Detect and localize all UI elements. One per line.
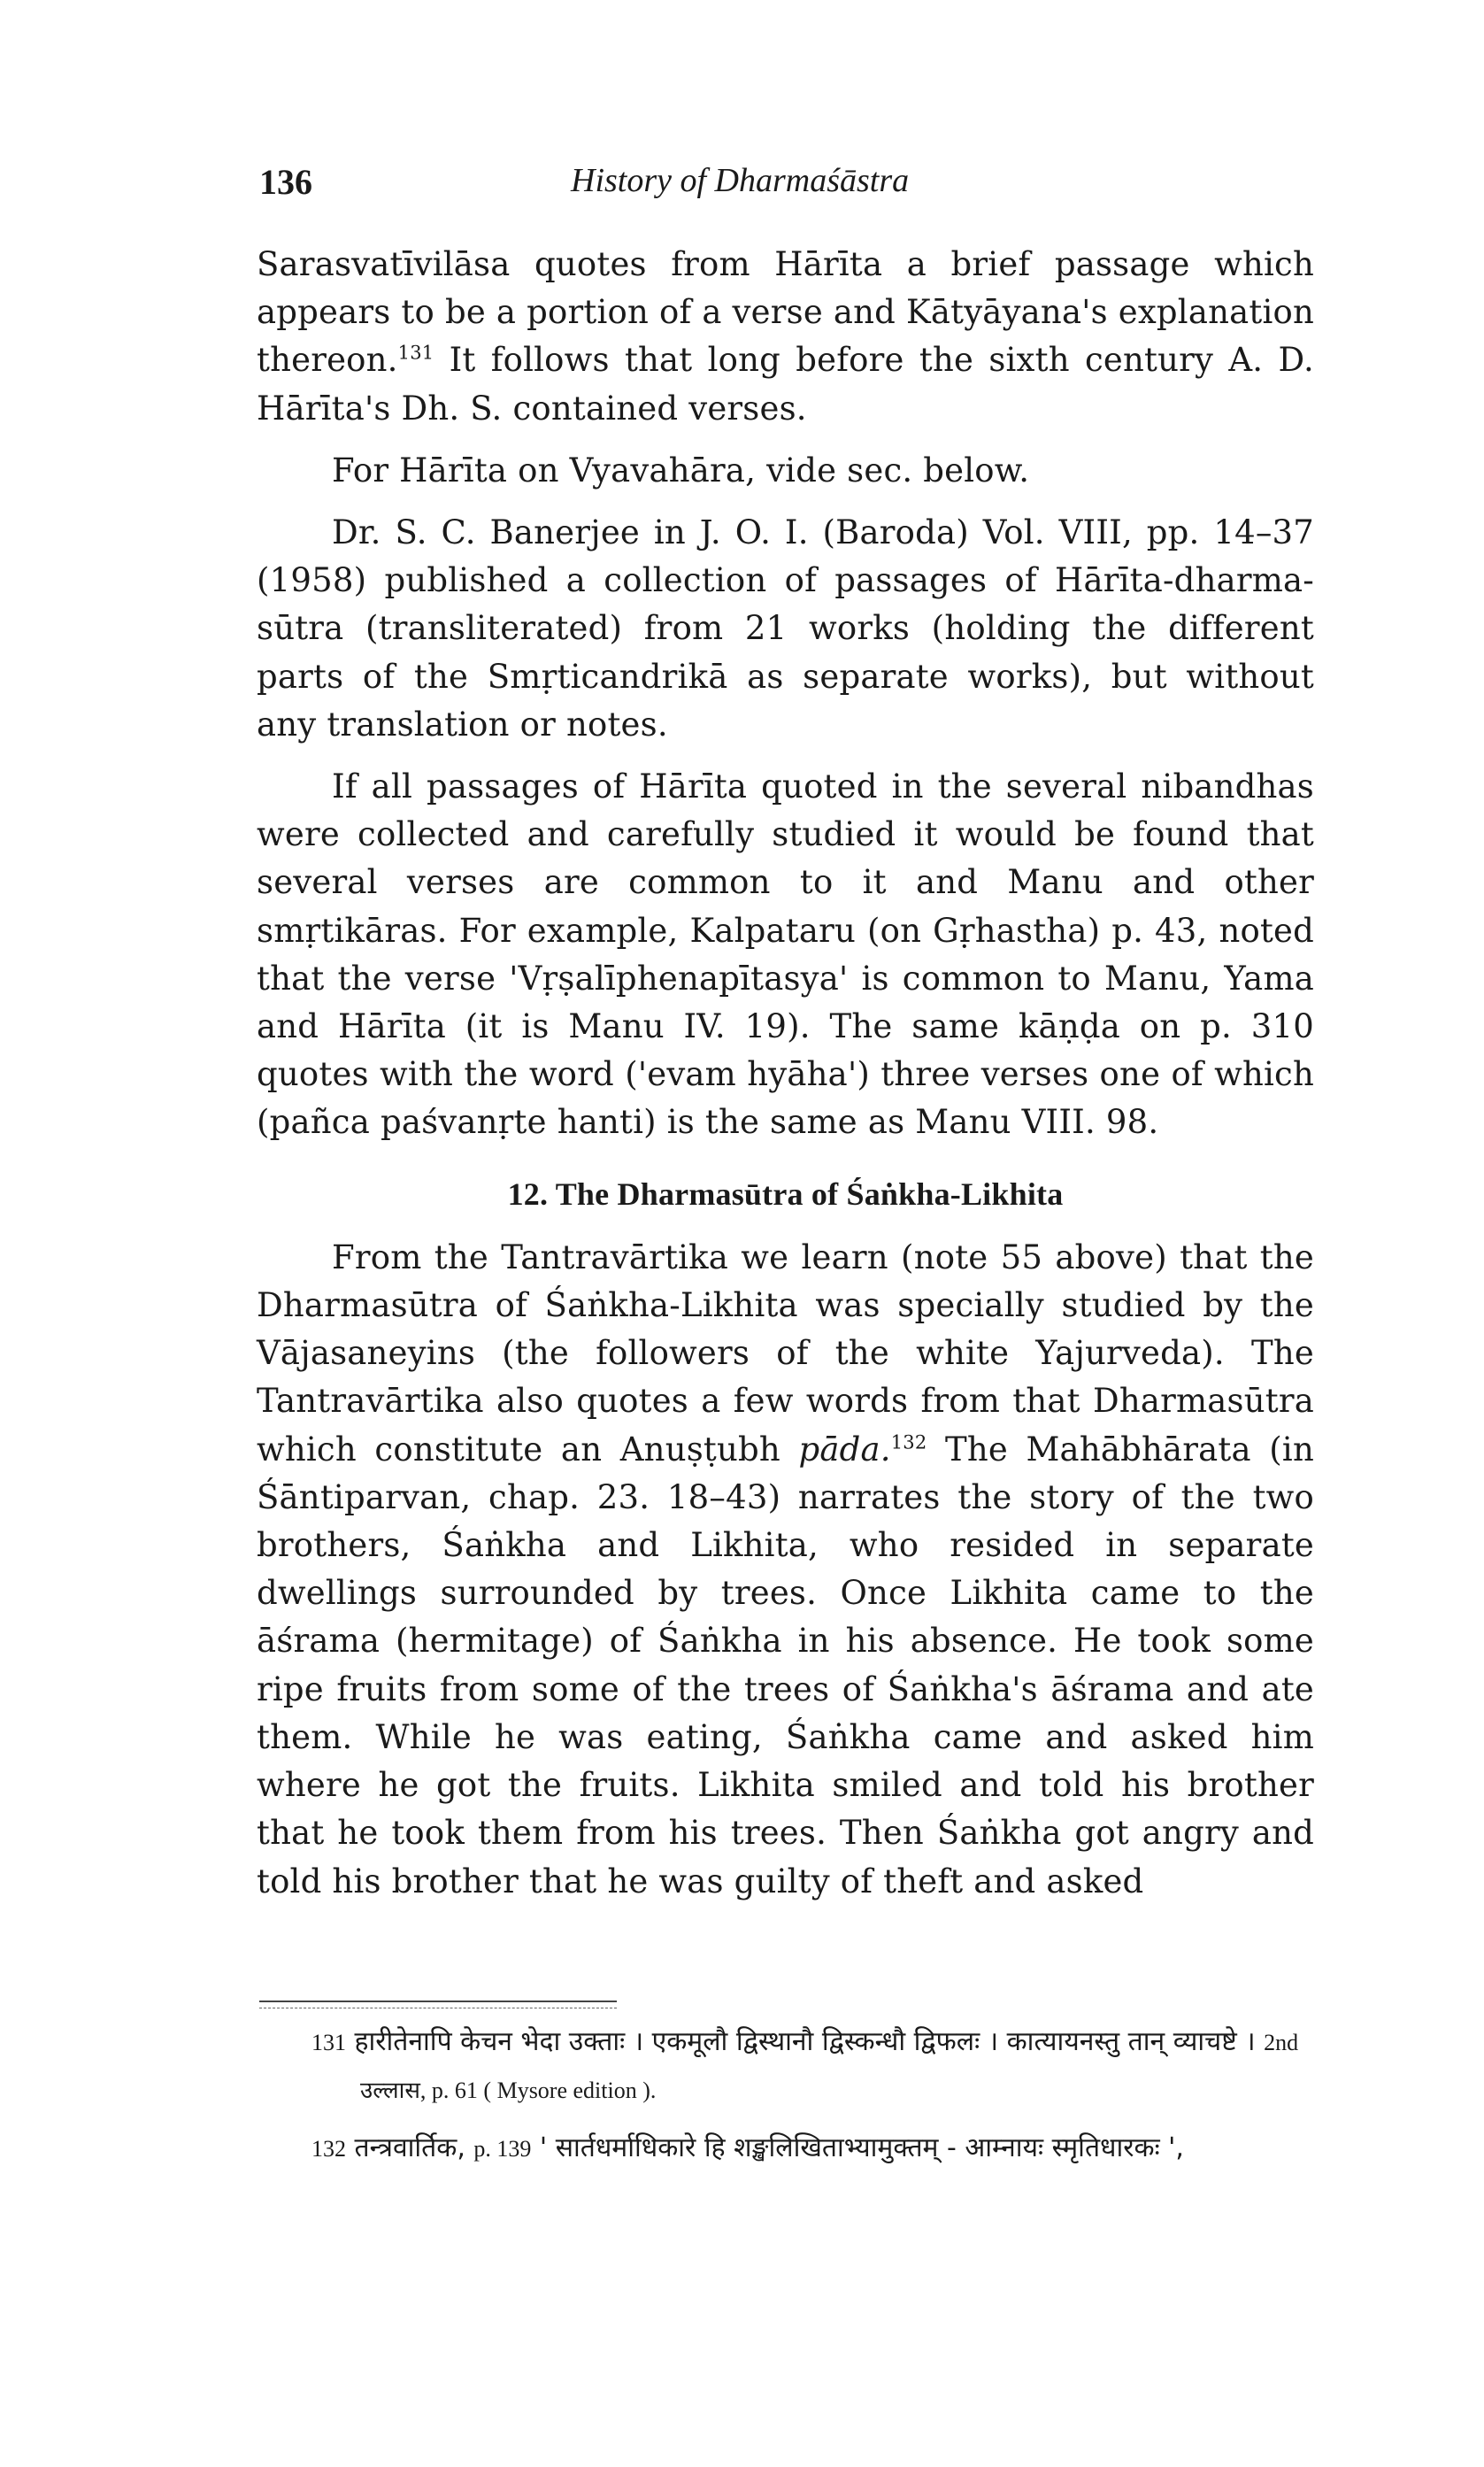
footnotes [311, 2018, 1316, 2183]
footnote-number: 131 [311, 2030, 346, 2055]
footnote-divider [259, 2001, 617, 2008]
footnote-number: 132 [311, 2136, 346, 2162]
page-header [259, 161, 1312, 214]
running-title: History of Dharmaśāstra [571, 162, 910, 199]
paragraph-4: If all passages of Hārīta quoted in the several nibandhas were collected and carefully studied it would be found that several verses are common to it and Manu and other smṛtikāras. For example, Kalpataru (on Gṛhastha) p. 43, noted that the verse 'Vṛṣalīphenapītasya' is common to Manu, Yama and Hārīta (it is Manu IV. 19). The same kāṇḍa on p. 310 quotes with the word ('evam hyāha') three verses one of which (pañca paśvanṛte hanti) is the same as Manu VIII. 98. [257, 767, 1314, 1142]
footnote-ref-132: 132 [890, 1431, 927, 1453]
footnote-ref-131: 131 [397, 343, 434, 365]
section-heading: 12. The Dharmasūtra of Śaṅkha-Likhita [507, 1176, 1064, 1212]
paragraph-2: For Hārīta on Vyavahāra, vide sec. below. [332, 451, 1030, 490]
footnote-132: 132 तन्त्रवार्तिक, p. 139 ' सार्तधर्माधिकारे हि शङ्खलिखिताभ्यामुक्तम् - आम्नायः स्मृतिधारकः ', [311, 2132, 1184, 2163]
page-number: 136 [259, 162, 312, 202]
body-text [257, 241, 1314, 1906]
footnote-131: 131 हारीतेनापि केचन भेदा उक्ताः । एकमूलौ द्विस्थानौ द्विस्कन्धौ द्विफलः । कात्यायनस्तु तान् व्याचष्टे । 2nd उल्लास, p. 61 ( Mysore edition ). [311, 2026, 1299, 2103]
paragraph-3: Dr. S. C. Banerjee in J. O. I. (Baroda) Vol. VIII, pp. 14–37 (1958) published a collection of passages of Hārīta-dharma-sūtra (transliterated) from 21 works (holding the different parts of the Smṛticandrikā as separate works), but without any translation or notes. [257, 513, 1314, 744]
paragraph-5: From the Tantravārtika we learn (note 55 above) that the Dharmasūtra of Śaṅkha-Likhita was specially studied by the Vājasaneyins (the followers of the white Yajurveda). The Tantravārtika also quotes a few words from that Dharmasūtra which constitute an Anuṣṭubh pāda.$^{132}$ The Mahābhārata (in Śāntiparvan, chap. 23. 18–43) narrates the story of the two brothers, Śaṅkha and Likhita, who resided in separate dwellings surrounded by trees. Once Likhita came to the āśrama (hermitage) of Śaṅkha in his absence. He took some ripe fruits from some of the trees of Śaṅkha's āśrama and ate them. While he was eating, Śaṅkha came and asked him where he got the fruits. Likhita smiled and told his brother that he took them from his trees. Then Śaṅkha got angry and told his brother that he was guilty of theft and asked [257, 1237, 1314, 1900]
paragraph-1: Sarasvatīvilāsa quotes from Hārīta a brief passage which appears to be a portion of a verse and Kātyāyana's explanation thereon.$^{131}$ It follows that long before the sixth century A. D. Hārīta's Dh. S. contained verses. [257, 245, 1314, 428]
